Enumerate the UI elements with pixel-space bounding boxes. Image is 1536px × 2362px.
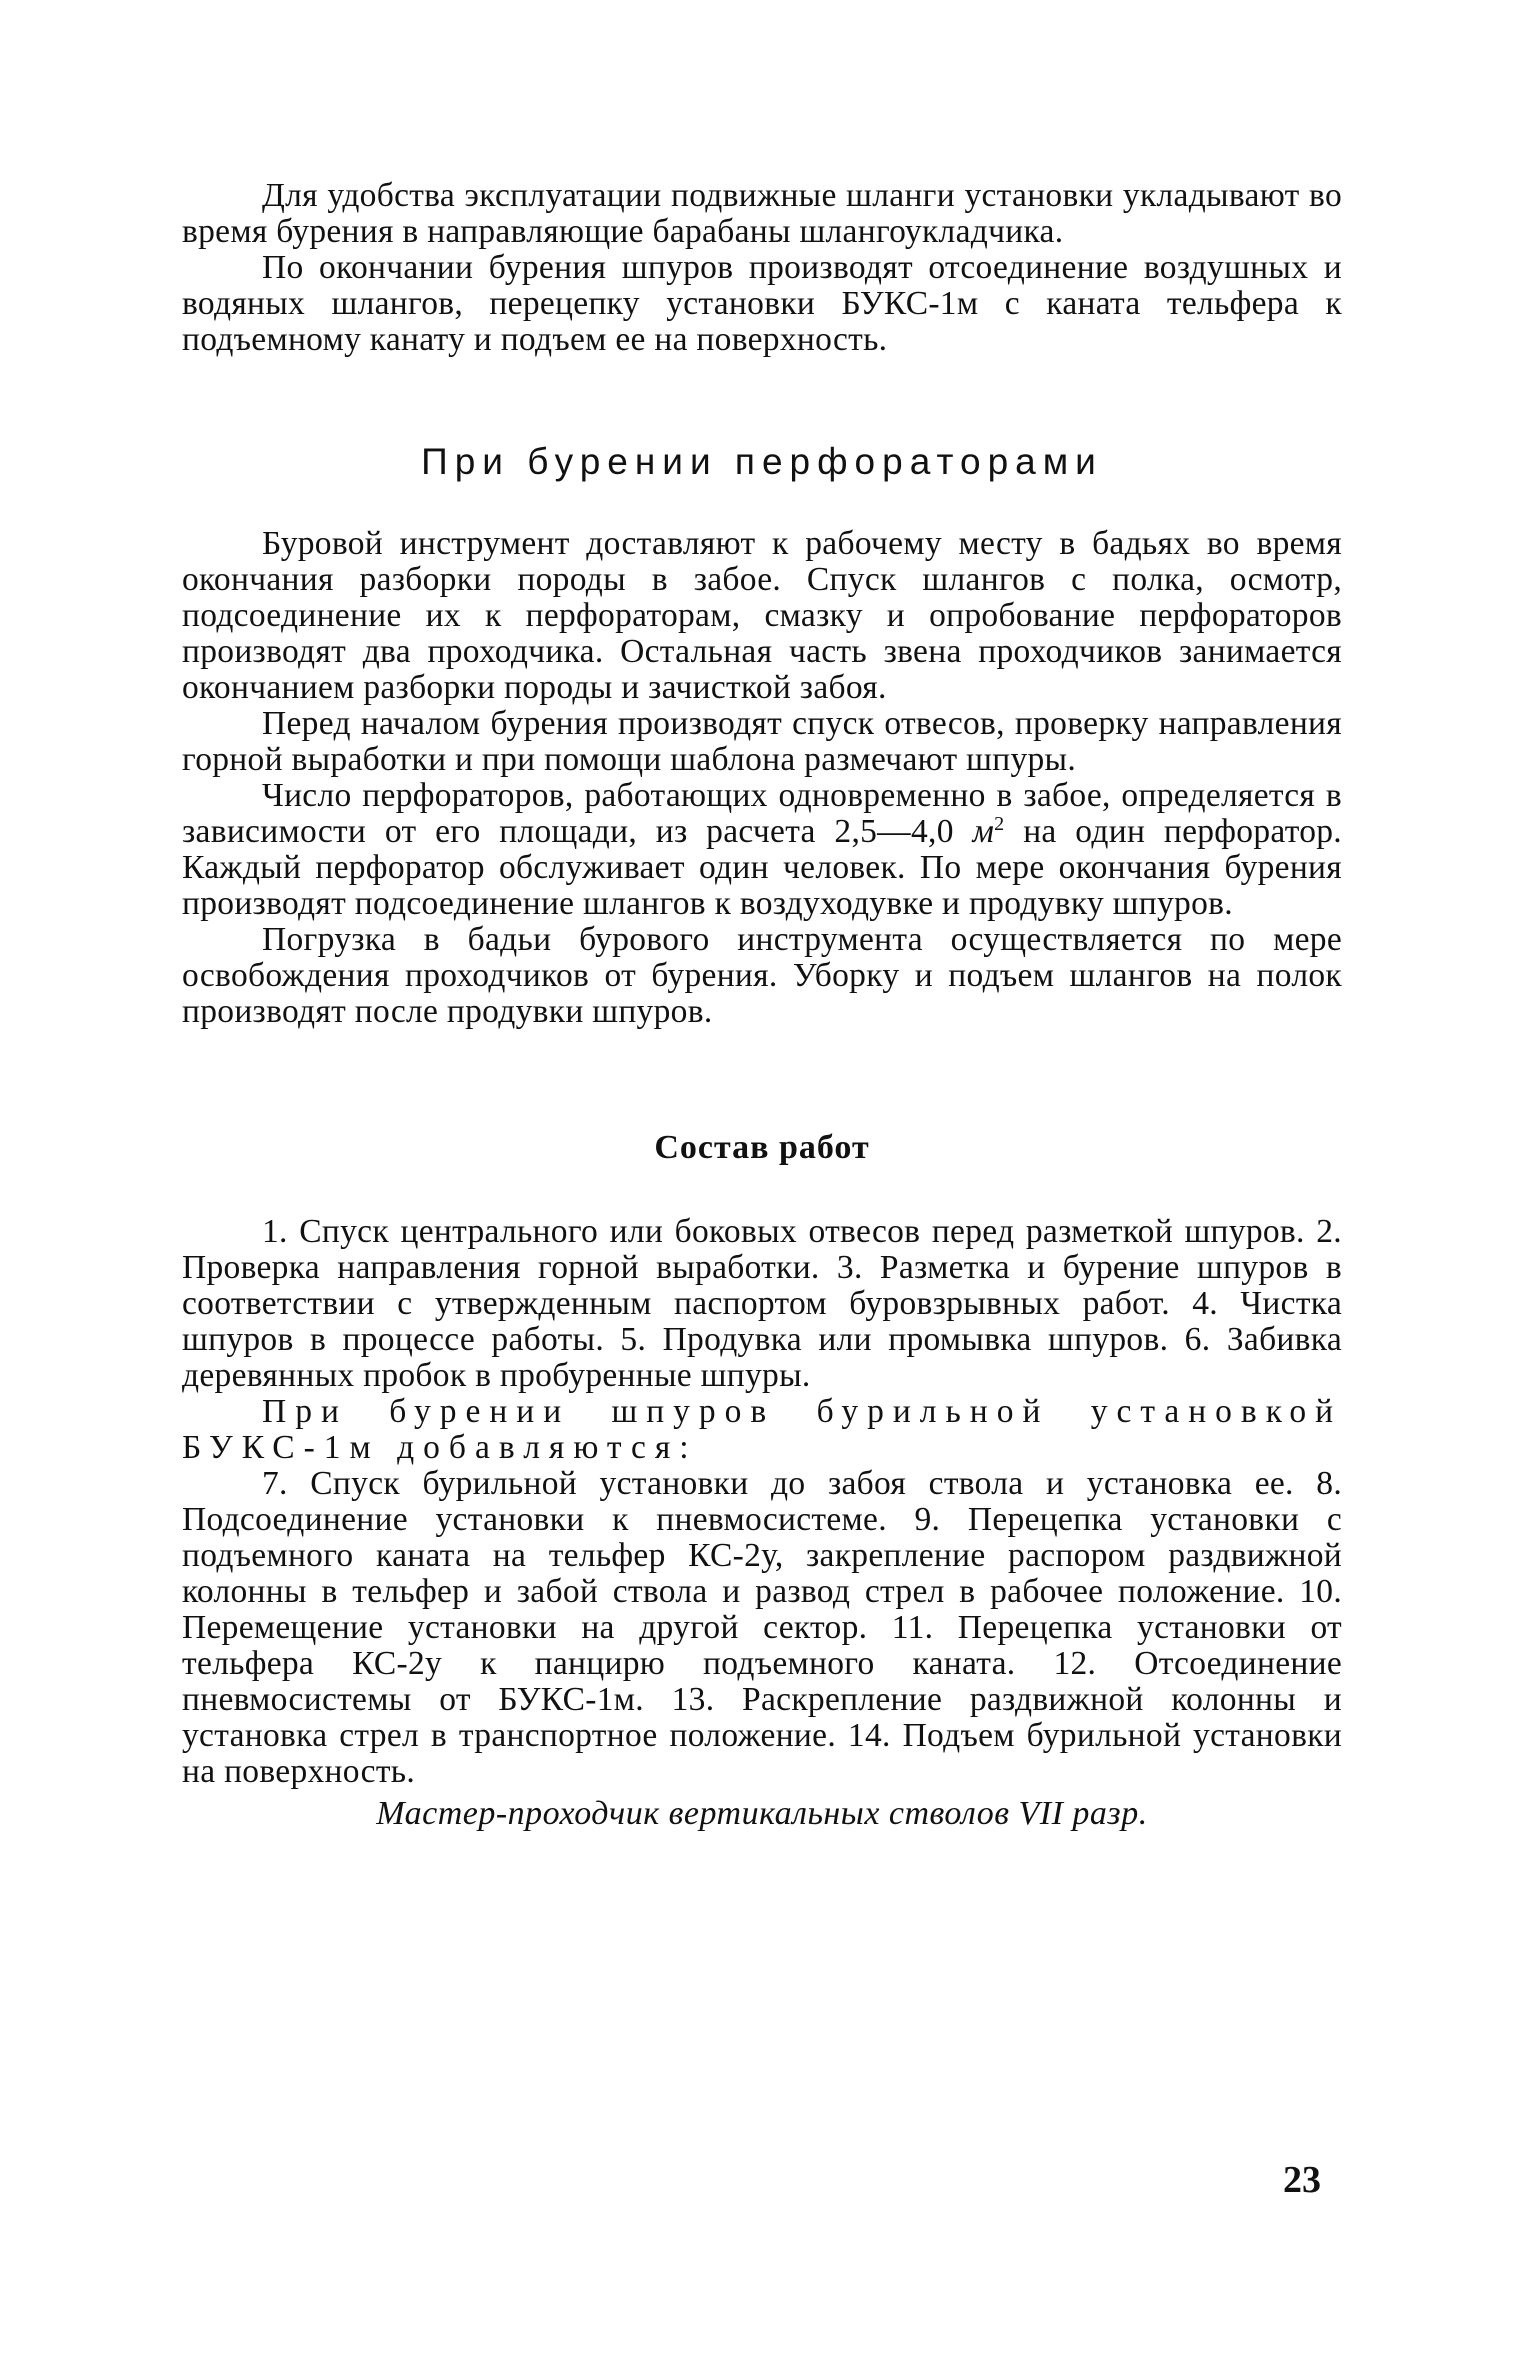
perforators-paragraph-4: Погрузка в бадьи бурового инструмента осуществляется по мере освобождения проходчиков от бурения. Уборку и подъем шлангов на полок производят после продувки шпуров. xyxy=(182,921,1342,1030)
area-unit: м xyxy=(972,813,995,850)
signature-line: Мастер-проходчик вертикальных стволов VII разр. xyxy=(376,1795,1148,1832)
intro-paragraph-2: По окончании бурения шпуров производят отсоединение воздушных и водяных шлангов, перецепку установки БУКС-1м с каната тельфера к подъемному канату и подъем ее на поверхность. xyxy=(182,249,1342,358)
page-body xyxy=(182,178,1342,1832)
intro-paragraph-1: Для удобства эксплуатации подвижные шланги установки укладывают во время бурения в направляющие барабаны шлангоукладчика. xyxy=(182,177,1342,250)
works-paragraph-1: 1. Спуск центрального или боковых отвесов перед разметкой шпуров. 2. Проверка направления горной выработки. 3. Разметка и бурение шпуров в соответствии с утвержденным паспортом буровзрывных работ. 4. Чистка шпуров в процессе работы. 5. Продувка или промывка шпуров. 6. Забивка деревянных пробок в пробуренные шпуры. xyxy=(182,1213,1342,1394)
works-paragraph-3: 7. Спуск бурильной установки до забоя ствола и установка ее. 8. Подсоединение установки к пневмосистеме. 9. Перецепка установки с подъемного каната на тельфер КС-2у, закрепление распором раздвижной колонны в тельфер и забой ствола и развод стрел в рабочее положение. 10. Перемещение установки на другой сектор. 11. Перецепка установки от тельфера КС-2у к панцирю подъемного каната. 12. Отсоединение пневмосистемы от БУКС-1м. 13. Раскрепление раздвижной колонны и установка стрел в транспортное положение. 14. Подъем бурильной установки на поверхность. xyxy=(182,1465,1342,1790)
area-unit-power: 2 xyxy=(994,812,1005,835)
perforators-paragraph-1: Буровой инструмент доставляют к рабочему месту в бадьях во время окончания разборки породы в забое. Спуск шлангов с полка, осмотр, подсоединение их к перфораторам, смазку и опробование перфораторов производят два проходчика. Остальная часть звена проходчиков занимается окончанием разборки породы и зачисткой забоя. xyxy=(182,525,1342,706)
section-heading-perforators: При бурении перфораторами xyxy=(421,441,1103,482)
perforators-paragraph-2: Перед началом бурения производят спуск отвесов, проверку направления горной выработки и при помощи шаблона размечают шпуры. xyxy=(182,705,1342,778)
perforators-paragraph-3-end: на один перфоратор. Каждый перфоратор обслуживает один человек. По мере окончания бурения производят подсоединение шлангов к воздуходувке и продувку шпуров. xyxy=(182,813,1342,922)
section-heading-works: Состав работ xyxy=(654,1129,870,1166)
works-paragraph-2: При бурении шпуров бурильной установкой БУКС-1м добавляются: xyxy=(182,1393,1342,1466)
perforators-paragraph-3 xyxy=(182,778,1342,922)
perforators-paragraph-3-start: Число перфораторов, работающих одновременно в забое, определяется в зависимости от его площади, из расчета 2,5—4,0 xyxy=(182,777,1342,850)
page-number: 23 xyxy=(1283,2159,1321,2201)
